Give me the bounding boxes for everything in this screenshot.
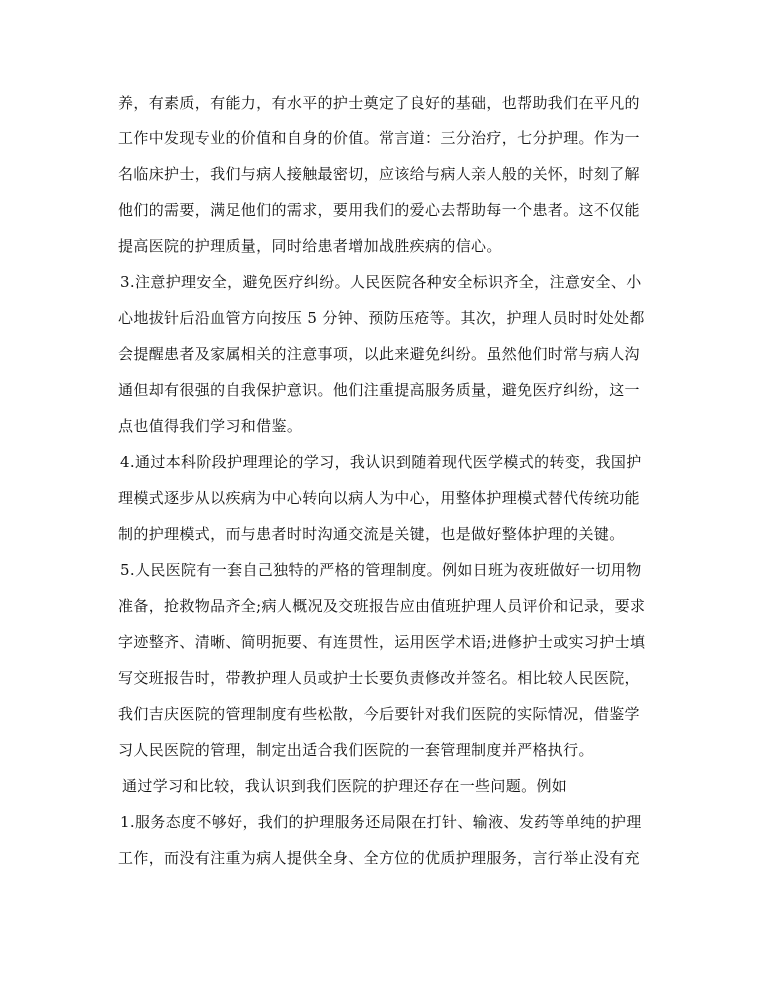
text-line: 通但却有很强的自我保护意识。他们注重提高服务质量，避免医疗纠纷，这一 [118,381,640,399]
text-line: 会提醒患者及家属相关的注意事项，以此来避免纠纷。虽然他们时常与病人沟 [118,345,640,363]
text-line: 点也值得我们学习和借鉴。 [118,417,303,435]
text-line: 1.服务态度不够好，我们的护理服务还局限在打针、输液、发药等单纯的护理 [120,813,642,831]
text-line: 理模式逐步从以疾病为中心转向以病人为中心，用整体护理模式替代传统功能 [118,489,640,507]
text-line: 写交班报告时，带教护理人员或护士长要负责修改并签名。相比较人民医院， [118,669,640,687]
text-line: 工作，而没有注重为病人提供全身、全方位的优质护理服务，言行举止没有充 [118,849,640,867]
text-line: 心地拔针后沿血管方向按压 5 分钟、预防压疮等。其次，护理人员时时处处都 [118,309,645,327]
text-line: 制的护理模式，而与患者时时沟通交流是关键，也是做好整体护理的关键。 [118,525,625,543]
text-line: 名临床护士，我们与病人接触最密切，应该给与病人亲人般的关怀，时刻了解 [118,165,640,183]
text-line: 4.通过本科阶段护理理论的学习，我认识到随着现代医学模式的转变，我国护 [120,453,642,471]
text-line: 字迹整齐、清晰、简明扼要、有连贯性，运用医学术语;进修护士或实习护士填 [118,633,646,651]
text-line: 准备，抢救物品齐全;病人概况及交班报告应由值班护理人员评价和记录，要求 [118,597,646,615]
text-line: 5.人民医院有一套自己独特的严格的管理制度。例如日班为夜班做好一切用物 [120,561,642,579]
text-line: 养，有素质，有能力，有水平的护士奠定了良好的基础，也帮助我们在平凡的 [118,94,640,112]
text-line: 我们吉庆医院的管理制度有些松散，今后要针对我们医院的实际情况，借鉴学 [118,705,640,723]
text-line: 3.注意护理安全，避免医疗纠纷。人民医院各种安全标识齐全，注意安全、小 [120,273,642,291]
text-line: 通过学习和比较，我认识到我们医院的护理还存在一些问题。例如 [122,777,568,795]
text-line: 提高医院的护理质量，同时给患者增加战胜疾病的信心。 [118,237,502,255]
text-line: 习人民医院的管理，制定出适合我们医院的一套管理制度并严格执行。 [118,741,594,759]
text-line: 工作中发现专业的价值和自身的价值。常言道：三分治疗，七分护理。作为一 [118,129,640,147]
text-line: 他们的需要，满足他们的需求，要用我们的爱心去帮助每一个患者。这不仅能 [118,201,640,219]
